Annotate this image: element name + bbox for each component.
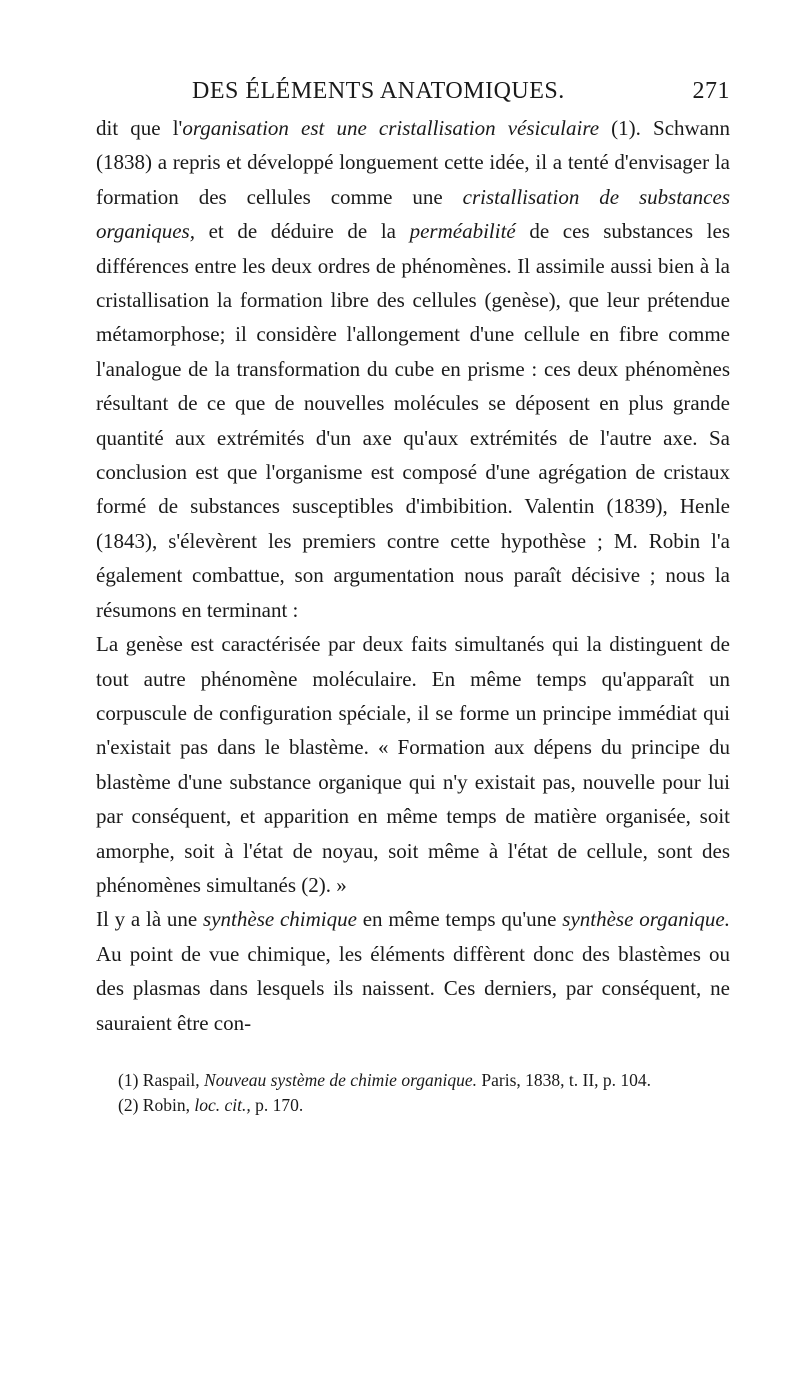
text-run: et de déduire de la [194,219,410,244]
footnote-1 [96,1068,730,1093]
text-run: dit que l' [96,116,183,140]
italic-run: Nouveau système de chimie organique. [204,1069,477,1090]
text-run: de ces substances les différences entre les deux ordres de phénomènes. Il assimile aussi bien à la cristallisation la formation libre des cellules (genèse), que leur prétendue métamorphose; il considère l'allongement d'une cellule en fibre comme l'analogue de la transformation du cube en prisme : ces deux phénomènes résultant de ce que de nouvelles molécules se déposent en plus grande quantité aux extrémités d'un axe qu'aux extrémités de l'autre axe. Sa conclusion est que l'organisme est composé d'une agrégation de cristaux formé de substances susceptibles d'imbibition. Valentin (1839), Henle (1843), s'élevèrent les premiers contre cette hypothèse ; M. Robin l'a également combattue, son argumentation nous paraît décisive ; nous la résumons en terminant : [96,219,730,622]
text-run: p. 170. [250,1094,304,1115]
paragraph-2: La genèse est caractérisée par deux faits simultanés qui la distinguent de tout autre phénomène moléculaire. En même temps qu'apparaît un corpuscule de configuration spéciale, il se forme un principe immédiat qui n'existait pas dans le blastème. « Formation aux dépens du principe du blastème d'une substance organique qui n'y existait pas, nouvelle pour lui par conséquent, et apparition en même temps de matière organisée, soit amorphe, soit à l'état de noyau, soit même à l'état de cellule, sont des phénomènes simultanés (2). » [96,632,730,897]
text-run: (2) Robin, [118,1094,195,1115]
italic-run: synthèse chimique [203,907,357,932]
italic-run: perméabilité [409,219,516,244]
text-run: (1) Raspail, [118,1069,205,1090]
italic-run: synthèse organique. [562,907,730,932]
italic-run: organisation est une cristallisation vésiculaire [182,116,600,140]
footnotes [96,1068,730,1118]
italic-run: cristallisation de substances organiques, [96,184,730,244]
text-run: en même temps qu'une [356,907,563,932]
text-run: Paris, 1838, t. II, p. 104. [477,1069,652,1090]
page-number: 271 [692,78,730,104]
body-text [96,111,730,1040]
paragraph-1 [96,111,730,627]
text-run: Il y a là une [96,907,204,932]
running-title: DES ÉLÉMENTS ANATOMIQUES. [192,78,565,104]
text-run: Au point de vue chimique, les éléments diffèrent donc des blastèmes ou des plasmas dans lesquels ils naissent. Ces derniers, par conséquent, ne sauraient être con- [96,941,730,1035]
footnote-2 [96,1093,730,1118]
paragraph-3 [96,902,730,1040]
running-header [96,78,730,105]
italic-run: loc. cit., [194,1094,251,1115]
text-run: (1). Schwann (1838) a repris et développé longuement cette idée, il a tenté d'envisager la formation des cellules comme une [96,116,730,209]
